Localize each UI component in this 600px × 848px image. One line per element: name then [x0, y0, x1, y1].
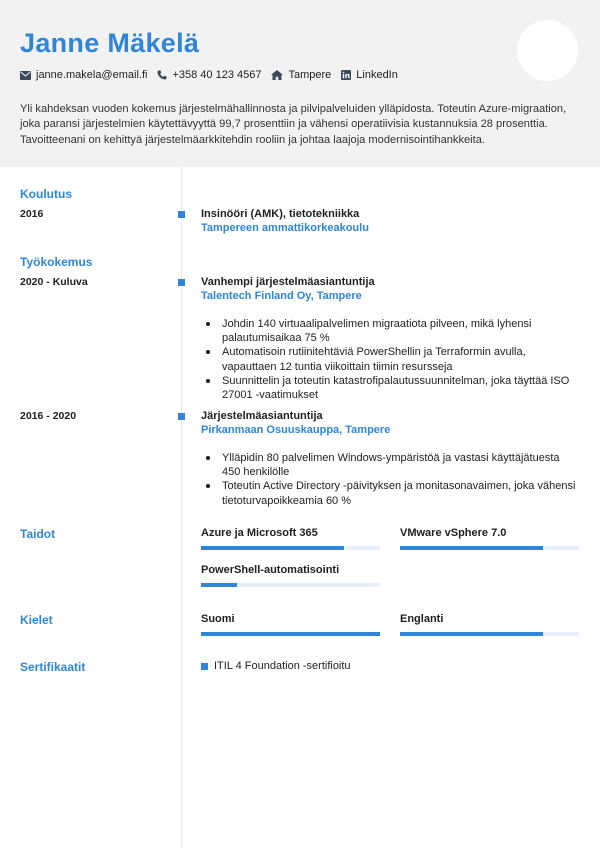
- education-school: Tampereen ammattikorkeakoulu: [201, 222, 369, 234]
- education-date: 2016: [20, 208, 44, 220]
- skill-name: Azure ja Microsoft 365: [201, 527, 318, 539]
- section-title-skills: Taidot: [20, 527, 56, 541]
- achievement-item: Ylläpidin 80 palvelimen Windows-ympäristöä ja vastasi käyttäjätuesta 450 henkilölle: [205, 451, 580, 479]
- education-degree: Insinööri (AMK), tietotekniikka: [201, 208, 360, 220]
- linkedin-icon: [341, 70, 351, 80]
- section-title-certifications: Sertifikaatit: [20, 660, 86, 674]
- skill-level-fill: [400, 546, 543, 550]
- timeline-marker: [178, 211, 185, 218]
- job-achievements: [205, 317, 575, 402]
- candidate-name: Janne Mäkelä: [20, 28, 200, 58]
- contact-linkedin-text: LinkedIn: [356, 69, 398, 81]
- envelope-icon: [20, 71, 31, 80]
- contact-linkedin[interactable]: [341, 69, 398, 81]
- certification-item: [201, 660, 351, 672]
- job-company: Pirkanmaan Osuuskauppa, Tampere: [201, 424, 391, 436]
- contact-location: [271, 69, 331, 81]
- column-divider: [181, 167, 182, 848]
- contact-phone-text: +358 40 123 4567: [172, 69, 262, 81]
- section-title-education: Koulutus: [20, 187, 72, 201]
- language-level-bar: [201, 632, 380, 636]
- language-level-fill: [400, 632, 543, 636]
- job-title: Järjestelmäasiantuntija: [201, 410, 323, 422]
- job-title: Vanhempi järjestelmäasiantuntija: [201, 276, 375, 288]
- skill-level-bar: [400, 546, 579, 550]
- contact-email[interactable]: [20, 69, 147, 81]
- header-band: [0, 0, 600, 167]
- skill-level-fill: [201, 583, 237, 587]
- profile-summary: Yli kahdeksan vuoden kokemus järjestelmähallinnosta ja pilvipalveluiden ylläpidosta. Toteutin Azure-migraation, joka paransi järjestelmien käytettävyyttä 99,7 prosenttiin ja vähensi operatiivisia kustannuksia 28 prosenttia. Tavoitteenani on kehittyä järjestelmäarkkitehdin rooliin ja johtaa laajoja modernisointihankkeita.: [20, 103, 567, 146]
- language-level-fill: [201, 632, 380, 636]
- achievement-item: Automatisoin rutiinitehtäviä PowerShellin ja Terraformin avulla, vapauttaen 12 tuntia viikoittain tiimin resursseja: [205, 345, 575, 373]
- skill-name: PowerShell-automatisointi: [201, 564, 340, 576]
- skill-level-fill: [201, 546, 344, 550]
- timeline-marker: [178, 279, 185, 286]
- phone-icon: [157, 70, 167, 80]
- contact-email-text: janne.makela@email.fi: [36, 69, 148, 81]
- language-name: Suomi: [201, 613, 235, 625]
- home-icon: [271, 70, 283, 80]
- job-company: Talentech Finland Oy, Tampere: [201, 290, 362, 302]
- skill-name: VMware vSphere 7.0: [400, 527, 507, 539]
- language-name: Englanti: [400, 613, 444, 625]
- achievement-item: Johdin 140 virtuaalipalvelimen migraatiota pilveen, mikä lyhensi palautumisaikaa 75 %: [205, 317, 575, 345]
- contact-location-text: Tampere: [288, 69, 332, 81]
- certification-marker: [201, 663, 208, 670]
- skill-level-bar: [201, 583, 380, 587]
- language-level-bar: [400, 632, 579, 636]
- contact-row: [20, 69, 408, 81]
- timeline-marker: [178, 413, 185, 420]
- achievement-item: Suunnittelin ja toteutin katastrofipalautussuunnitelman, joka täyttää ISO 27001 -vaatimukset: [205, 374, 575, 402]
- achievement-item: Toteutin Active Directory -päivityksen ja monitasonavaimen, joka vähensi tietoturvapoikkeamia 60 %: [205, 479, 580, 507]
- job-date: 2016 - 2020: [20, 410, 77, 422]
- skill-level-bar: [201, 546, 380, 550]
- job-date: 2020 - Kuluva: [20, 276, 88, 288]
- job-achievements: [205, 451, 580, 508]
- profile-photo-placeholder: [517, 20, 578, 81]
- section-title-languages: Kielet: [20, 613, 53, 627]
- section-title-experience: Työkokemus: [20, 255, 93, 269]
- certification-text: ITIL 4 Foundation -sertifioitu: [214, 660, 351, 672]
- contact-phone[interactable]: [157, 69, 261, 81]
